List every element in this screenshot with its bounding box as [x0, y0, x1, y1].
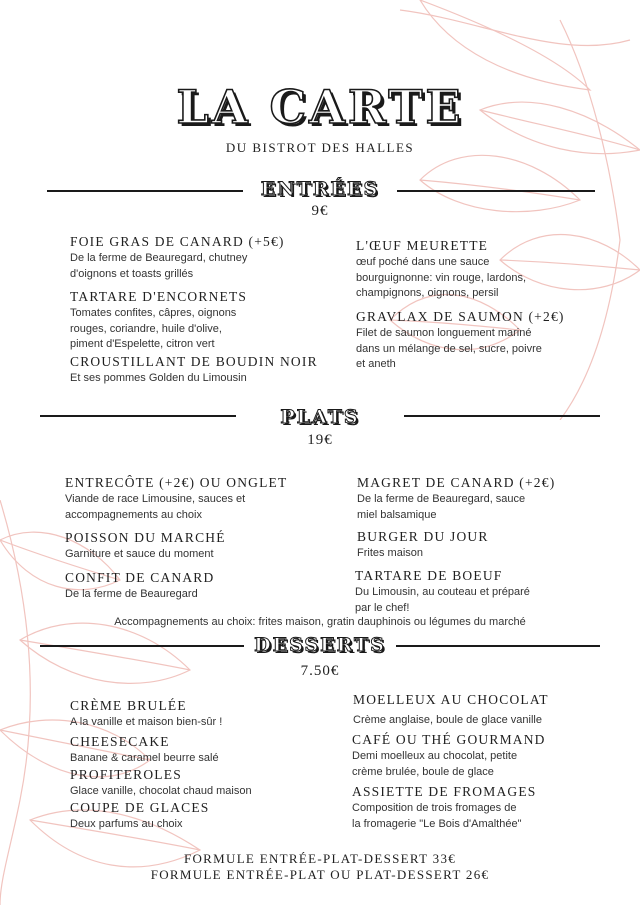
item-name: TARTARE DE BOEUF [355, 568, 503, 583]
item-name: BURGER DU JOUR [357, 529, 489, 544]
item-description: De la ferme de Beauregard, sauce miel balsamique [357, 493, 526, 521]
item-description: De la ferme de Beauregard [65, 588, 198, 600]
item-name: CAFÉ OU THÉ GOURMAND [352, 732, 546, 747]
item-description: Du Limousin, au couteau et préparé par le chef! [355, 586, 530, 614]
item-description: A la vanille et maison bien-sûr ! [70, 716, 223, 728]
divider-plats-left [40, 415, 236, 417]
item-name: MOELLEUX AU CHOCOLAT [353, 692, 549, 707]
menu-item [70, 698, 340, 731]
item-description: Et ses pommes Golden du Limousin [70, 372, 247, 384]
divider-entrees-left [47, 190, 243, 192]
item-description: Tomates confites, câpres, oignons rouges, coriandre, huile d'olive, piment d'Espelette, citron vert [70, 307, 237, 350]
menu-item [357, 529, 617, 562]
menu-subtitle: DU BISTROT DES HALLES [225, 140, 415, 155]
formula-full: FORMULE ENTRÉE-PLAT-DESSERT 33€ [183, 851, 457, 866]
menu-item [70, 767, 340, 800]
menu-item [353, 692, 623, 729]
menu-item [356, 309, 616, 373]
accompaniments-note: Accompagnements au choix: frites maison, gratin dauphinois ou légumes du marché [114, 616, 526, 628]
item-description: Demi moelleux au chocolat, petite crème brulée, boule de glace [352, 750, 518, 778]
item-name: CONFIT DE CANARD [65, 570, 215, 585]
item-description: Frites maison [357, 547, 424, 559]
menu-item [355, 568, 615, 616]
divider-desserts-right [396, 645, 600, 647]
section-price-entrees: 9€ [311, 203, 329, 219]
item-name: CHEESECAKE [70, 734, 170, 749]
section-title-desserts: DESSERTS [254, 634, 386, 656]
item-name: PROFITEROLES [70, 767, 182, 782]
item-name: POISSON DU MARCHÉ [65, 530, 226, 545]
item-name: COUPE DE GLACES [70, 800, 210, 815]
item-description: Composition de trois fromages de la fromagerie "Le Bois d'Amalthée" [352, 802, 522, 830]
item-name: ENTRECÔTE (+2€) OU ONGLET [65, 475, 288, 490]
menu-item [356, 238, 616, 302]
divider-entrees-right [397, 190, 595, 192]
divider-desserts-left [40, 645, 244, 647]
item-description: Deux parfums au choix [70, 818, 183, 830]
menu-item [70, 800, 340, 833]
menu-item [70, 289, 340, 353]
menu-item [70, 234, 340, 282]
menu-item [65, 570, 345, 603]
item-name: MAGRET DE CANARD (+2€) [357, 475, 556, 490]
section-title-plats: PLATS [280, 406, 360, 428]
menu-item [70, 734, 340, 767]
item-description: Glace vanille, chocolat chaud maison [70, 785, 252, 797]
item-name: FOIE GRAS DE CANARD (+5€) [70, 234, 285, 249]
menu-item [352, 784, 622, 832]
item-description: De la ferme de Beauregard, chutney d'oignons et toasts grillés [70, 252, 248, 280]
section-price-plats: 19€ [307, 432, 333, 448]
item-description: œuf poché dans une sauce bourguignonne: vin rouge, lardons, champignons, oignons, persil [356, 256, 527, 299]
item-name: L'ŒUF MEURETTE [356, 238, 489, 253]
menu-item [70, 354, 340, 387]
menu-title: LA CARTE [176, 80, 464, 134]
section-price-desserts: 7.50€ [300, 663, 340, 679]
item-name: CRÈME BRULÉE [70, 698, 187, 713]
item-description: Crème anglaise, boule de glace vanille [353, 714, 542, 726]
menu-item [352, 732, 622, 780]
item-name: GRAVLAX DE SAUMON (+2€) [356, 309, 565, 324]
item-description: Filet de saumon longuement mariné dans un mélange de sel, sucre, poivre et aneth [356, 327, 542, 370]
item-name: TARTARE D'ENCORNETS [70, 289, 248, 304]
item-description: Banane & caramel beurre salé [70, 752, 219, 764]
item-description: Viande de race Limousine, sauces et accompagnements au choix [65, 493, 246, 521]
menu-item [65, 475, 345, 523]
menu-item [65, 530, 345, 563]
divider-plats-right [404, 415, 600, 417]
item-name: CROUSTILLANT DE BOUDIN NOIR [70, 354, 318, 369]
item-description: Garniture et sauce du moment [65, 548, 214, 560]
menu-item [357, 475, 617, 523]
item-name: ASSIETTE DE FROMAGES [352, 784, 537, 799]
formula-short: FORMULE ENTRÉE-PLAT OU PLAT-DESSERT 26€ [150, 867, 490, 882]
section-title-entrees: ENTRÉES [260, 178, 380, 200]
